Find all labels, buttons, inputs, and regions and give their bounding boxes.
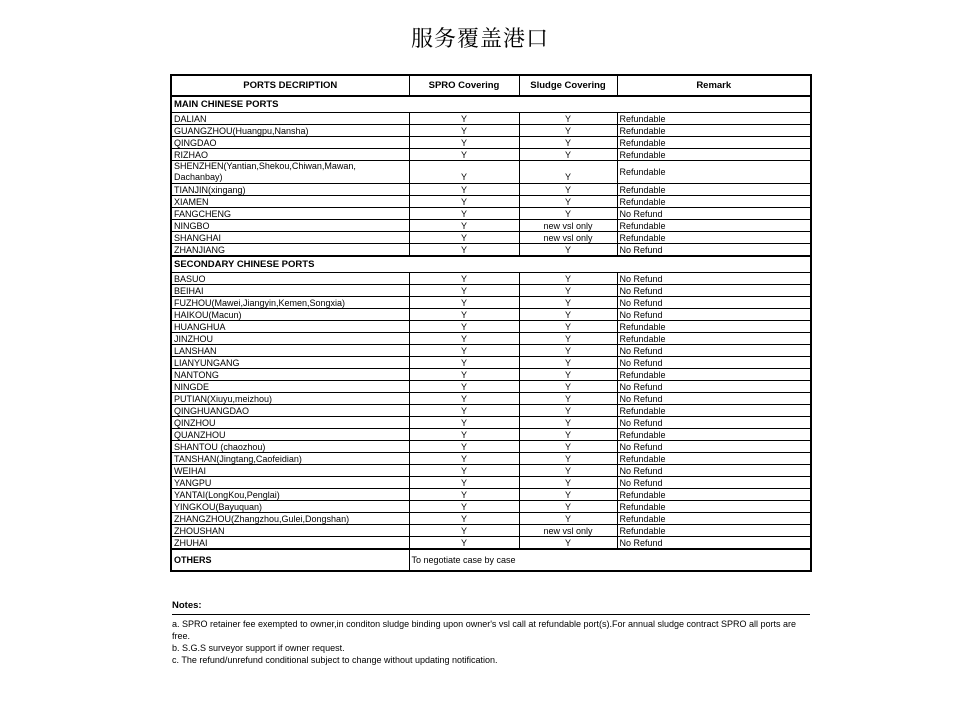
- port-name: FANGCHENG: [171, 208, 409, 220]
- table-row: [171, 345, 811, 357]
- sludge-covering: Y: [519, 137, 617, 149]
- sludge-covering: Y: [519, 285, 617, 297]
- port-name: BASUO: [171, 273, 409, 285]
- spro-covering: Y: [409, 537, 519, 550]
- sludge-covering: Y: [519, 537, 617, 550]
- table-row: [171, 489, 811, 501]
- table-row: [171, 441, 811, 453]
- table-row: [171, 513, 811, 525]
- spro-covering: Y: [409, 489, 519, 501]
- table-row: [171, 232, 811, 244]
- remark: Refundable: [617, 525, 811, 537]
- port-name: ZHOUSHAN: [171, 525, 409, 537]
- table-row: [171, 244, 811, 257]
- table-row: [171, 393, 811, 405]
- spro-covering: Y: [409, 513, 519, 525]
- port-name: SHENZHEN(Yantian,Shekou,Chiwan,Mawan, Dachanbay): [171, 161, 409, 184]
- table-row: [171, 453, 811, 465]
- spro-covering: Y: [409, 333, 519, 345]
- port-name: XIAMEN: [171, 196, 409, 208]
- spro-covering: Y: [409, 184, 519, 196]
- others-label: OTHERS: [171, 549, 409, 571]
- section-main-chinese-ports: [171, 96, 811, 113]
- sludge-covering: new vsl only: [519, 220, 617, 232]
- port-name: NANTONG: [171, 369, 409, 381]
- port-name: LIANYUNGANG: [171, 357, 409, 369]
- port-name: SHANGHAI: [171, 232, 409, 244]
- table-row: [171, 137, 811, 149]
- sludge-covering: Y: [519, 501, 617, 513]
- port-name: YANGPU: [171, 477, 409, 489]
- sludge-covering: Y: [519, 244, 617, 257]
- sludge-covering: Y: [519, 161, 617, 184]
- page-title: 服务覆盖港口: [410, 27, 549, 52]
- remark: No Refund: [617, 393, 811, 405]
- port-name: DALIAN: [171, 113, 409, 125]
- header-sludge-covering: Sludge Covering: [519, 75, 617, 96]
- table-row: [171, 501, 811, 513]
- table-row: [171, 297, 811, 309]
- spro-covering: Y: [409, 525, 519, 537]
- spro-covering: Y: [409, 453, 519, 465]
- header-spro-covering: SPRO Covering: [409, 75, 519, 96]
- port-name: SHANTOU (chaozhou): [171, 441, 409, 453]
- table-row: [171, 208, 811, 220]
- spro-covering: Y: [409, 149, 519, 161]
- sludge-covering: Y: [519, 297, 617, 309]
- remark: No Refund: [617, 417, 811, 429]
- spro-covering: Y: [409, 357, 519, 369]
- table-row: [171, 381, 811, 393]
- table-row: [171, 220, 811, 232]
- sludge-covering: Y: [519, 417, 617, 429]
- port-name: HUANGHUA: [171, 321, 409, 333]
- spro-covering: Y: [409, 125, 519, 137]
- spro-covering: Y: [409, 309, 519, 321]
- remark: Refundable: [617, 429, 811, 441]
- sludge-covering: Y: [519, 381, 617, 393]
- spro-covering: Y: [409, 393, 519, 405]
- table-row: [171, 477, 811, 489]
- port-name: GUANGZHOU(Huangpu,Nansha): [171, 125, 409, 137]
- port-name: QINGDAO: [171, 137, 409, 149]
- notes: [172, 600, 810, 666]
- sludge-covering: new vsl only: [519, 232, 617, 244]
- remark: Refundable: [617, 184, 811, 196]
- spro-covering: Y: [409, 297, 519, 309]
- spro-covering: Y: [409, 285, 519, 297]
- port-name: RIZHAO: [171, 149, 409, 161]
- remark: No Refund: [617, 465, 811, 477]
- remark: No Refund: [617, 345, 811, 357]
- port-name: YINGKOU(Bayuquan): [171, 501, 409, 513]
- port-name: LANSHAN: [171, 345, 409, 357]
- port-name: QINZHOU: [171, 417, 409, 429]
- remark: Refundable: [617, 161, 811, 184]
- remark: Refundable: [617, 125, 811, 137]
- remark: No Refund: [617, 208, 811, 220]
- remark: Refundable: [617, 321, 811, 333]
- remark: Refundable: [617, 113, 811, 125]
- spro-covering: Y: [409, 417, 519, 429]
- spro-covering: Y: [409, 405, 519, 417]
- remark: No Refund: [617, 477, 811, 489]
- table-row: [171, 285, 811, 297]
- spro-covering: Y: [409, 381, 519, 393]
- table-row: [171, 357, 811, 369]
- remark: Refundable: [617, 489, 811, 501]
- port-name: JINZHOU: [171, 333, 409, 345]
- section-secondary-chinese-ports: [171, 256, 811, 273]
- spro-covering: Y: [409, 137, 519, 149]
- sludge-covering: Y: [519, 125, 617, 137]
- spro-covering: Y: [409, 501, 519, 513]
- table-row: [171, 113, 811, 125]
- header-ports-description: PORTS DECRIPTION: [171, 75, 409, 96]
- header-remark: Remark: [617, 75, 811, 96]
- spro-covering: Y: [409, 345, 519, 357]
- sludge-covering: Y: [519, 465, 617, 477]
- spro-covering: Y: [409, 161, 519, 184]
- others-row: [171, 549, 811, 571]
- spro-covering: Y: [409, 477, 519, 489]
- port-name: BEIHAI: [171, 285, 409, 297]
- sludge-covering: Y: [519, 208, 617, 220]
- sludge-covering: Y: [519, 453, 617, 465]
- table-row: [171, 125, 811, 137]
- port-name: ZHUHAI: [171, 537, 409, 550]
- spro-covering: Y: [409, 208, 519, 220]
- port-name: ZHANGZHOU(Zhangzhou,Gulei,Dongshan): [171, 513, 409, 525]
- sludge-covering: Y: [519, 273, 617, 285]
- spro-covering: Y: [409, 196, 519, 208]
- spro-covering: Y: [409, 429, 519, 441]
- sludge-covering: Y: [519, 184, 617, 196]
- spro-covering: Y: [409, 113, 519, 125]
- remark: Refundable: [617, 196, 811, 208]
- remark: No Refund: [617, 441, 811, 453]
- port-name: YANTAI(LongKou,Penglai): [171, 489, 409, 501]
- remark: No Refund: [617, 357, 811, 369]
- spro-covering: Y: [409, 321, 519, 333]
- remark: No Refund: [617, 297, 811, 309]
- remark: No Refund: [617, 309, 811, 321]
- sludge-covering: Y: [519, 345, 617, 357]
- port-name: ZHANJIANG: [171, 244, 409, 257]
- table-row: [171, 417, 811, 429]
- table-row: [171, 149, 811, 161]
- remark: Refundable: [617, 220, 811, 232]
- note-c: c. The refund/unrefund conditional subject to change without updating notification.: [172, 655, 498, 665]
- table-row: [171, 196, 811, 208]
- spro-covering: Y: [409, 244, 519, 257]
- remark: No Refund: [617, 244, 811, 257]
- remark: Refundable: [617, 369, 811, 381]
- sludge-covering: Y: [519, 477, 617, 489]
- remark: Refundable: [617, 333, 811, 345]
- sludge-covering: Y: [519, 113, 617, 125]
- section-main-chinese-ports-label: MAIN CHINESE PORTS: [171, 96, 811, 113]
- table-row: [171, 429, 811, 441]
- port-name: NINGBO: [171, 220, 409, 232]
- port-name: TANSHAN(Jingtang,Caofeidian): [171, 453, 409, 465]
- table-row: [171, 405, 811, 417]
- sludge-covering: Y: [519, 149, 617, 161]
- sludge-covering: Y: [519, 333, 617, 345]
- table-header-row: [171, 75, 811, 96]
- port-name: FUZHOU(Mawei,Jiangyin,Kemen,Songxia): [171, 297, 409, 309]
- table-row: [171, 369, 811, 381]
- sludge-covering: Y: [519, 321, 617, 333]
- table-row: [171, 309, 811, 321]
- table-row: [171, 525, 811, 537]
- remark: No Refund: [617, 285, 811, 297]
- sludge-covering: Y: [519, 357, 617, 369]
- port-name: NINGDE: [171, 381, 409, 393]
- sludge-covering: new vsl only: [519, 525, 617, 537]
- sludge-covering: Y: [519, 441, 617, 453]
- remark: Refundable: [617, 501, 811, 513]
- ports-table: [170, 74, 812, 572]
- note-a: a. SPRO retainer fee exempted to owner,in conditon sludge binding upon owner's vsl call at refundable port(s).For annual sludge contract SPRO all ports are free.: [172, 619, 797, 641]
- sludge-covering: Y: [519, 405, 617, 417]
- sludge-covering: Y: [519, 393, 617, 405]
- table-row: [171, 333, 811, 345]
- port-name: QUANZHOU: [171, 429, 409, 441]
- remark: Refundable: [617, 405, 811, 417]
- spro-covering: Y: [409, 369, 519, 381]
- remark: Refundable: [617, 232, 811, 244]
- table-row: [171, 537, 811, 550]
- table-row: [171, 321, 811, 333]
- spro-covering: Y: [409, 441, 519, 453]
- remark: No Refund: [617, 381, 811, 393]
- remark: Refundable: [617, 453, 811, 465]
- sludge-covering: Y: [519, 489, 617, 501]
- spro-covering: Y: [409, 465, 519, 477]
- port-name: TIANJIN(xingang): [171, 184, 409, 196]
- remark: No Refund: [617, 273, 811, 285]
- sludge-covering: Y: [519, 196, 617, 208]
- spro-covering: Y: [409, 273, 519, 285]
- sludge-covering: Y: [519, 513, 617, 525]
- remark: Refundable: [617, 137, 811, 149]
- remark: Refundable: [617, 149, 811, 161]
- others-value: To negotiate case by case: [409, 549, 811, 571]
- spro-covering: Y: [409, 220, 519, 232]
- table-row: [171, 273, 811, 285]
- section-secondary-chinese-ports-label: SECONDARY CHINESE PORTS: [171, 256, 811, 273]
- notes-heading: Notes:: [172, 600, 810, 615]
- sludge-covering: Y: [519, 369, 617, 381]
- remark: No Refund: [617, 537, 811, 550]
- sludge-covering: Y: [519, 309, 617, 321]
- spro-covering: Y: [409, 232, 519, 244]
- table-row: [171, 465, 811, 477]
- table-row: [171, 161, 811, 184]
- note-b: b. S.G.S surveyor support if owner request.: [172, 643, 345, 653]
- port-name: PUTIAN(Xiuyu,meizhou): [171, 393, 409, 405]
- table-row: [171, 184, 811, 196]
- remark: Refundable: [617, 513, 811, 525]
- port-name: HAIKOU(Macun): [171, 309, 409, 321]
- sludge-covering: Y: [519, 429, 617, 441]
- port-name: QINGHUANGDAO: [171, 405, 409, 417]
- port-name: WEIHAI: [171, 465, 409, 477]
